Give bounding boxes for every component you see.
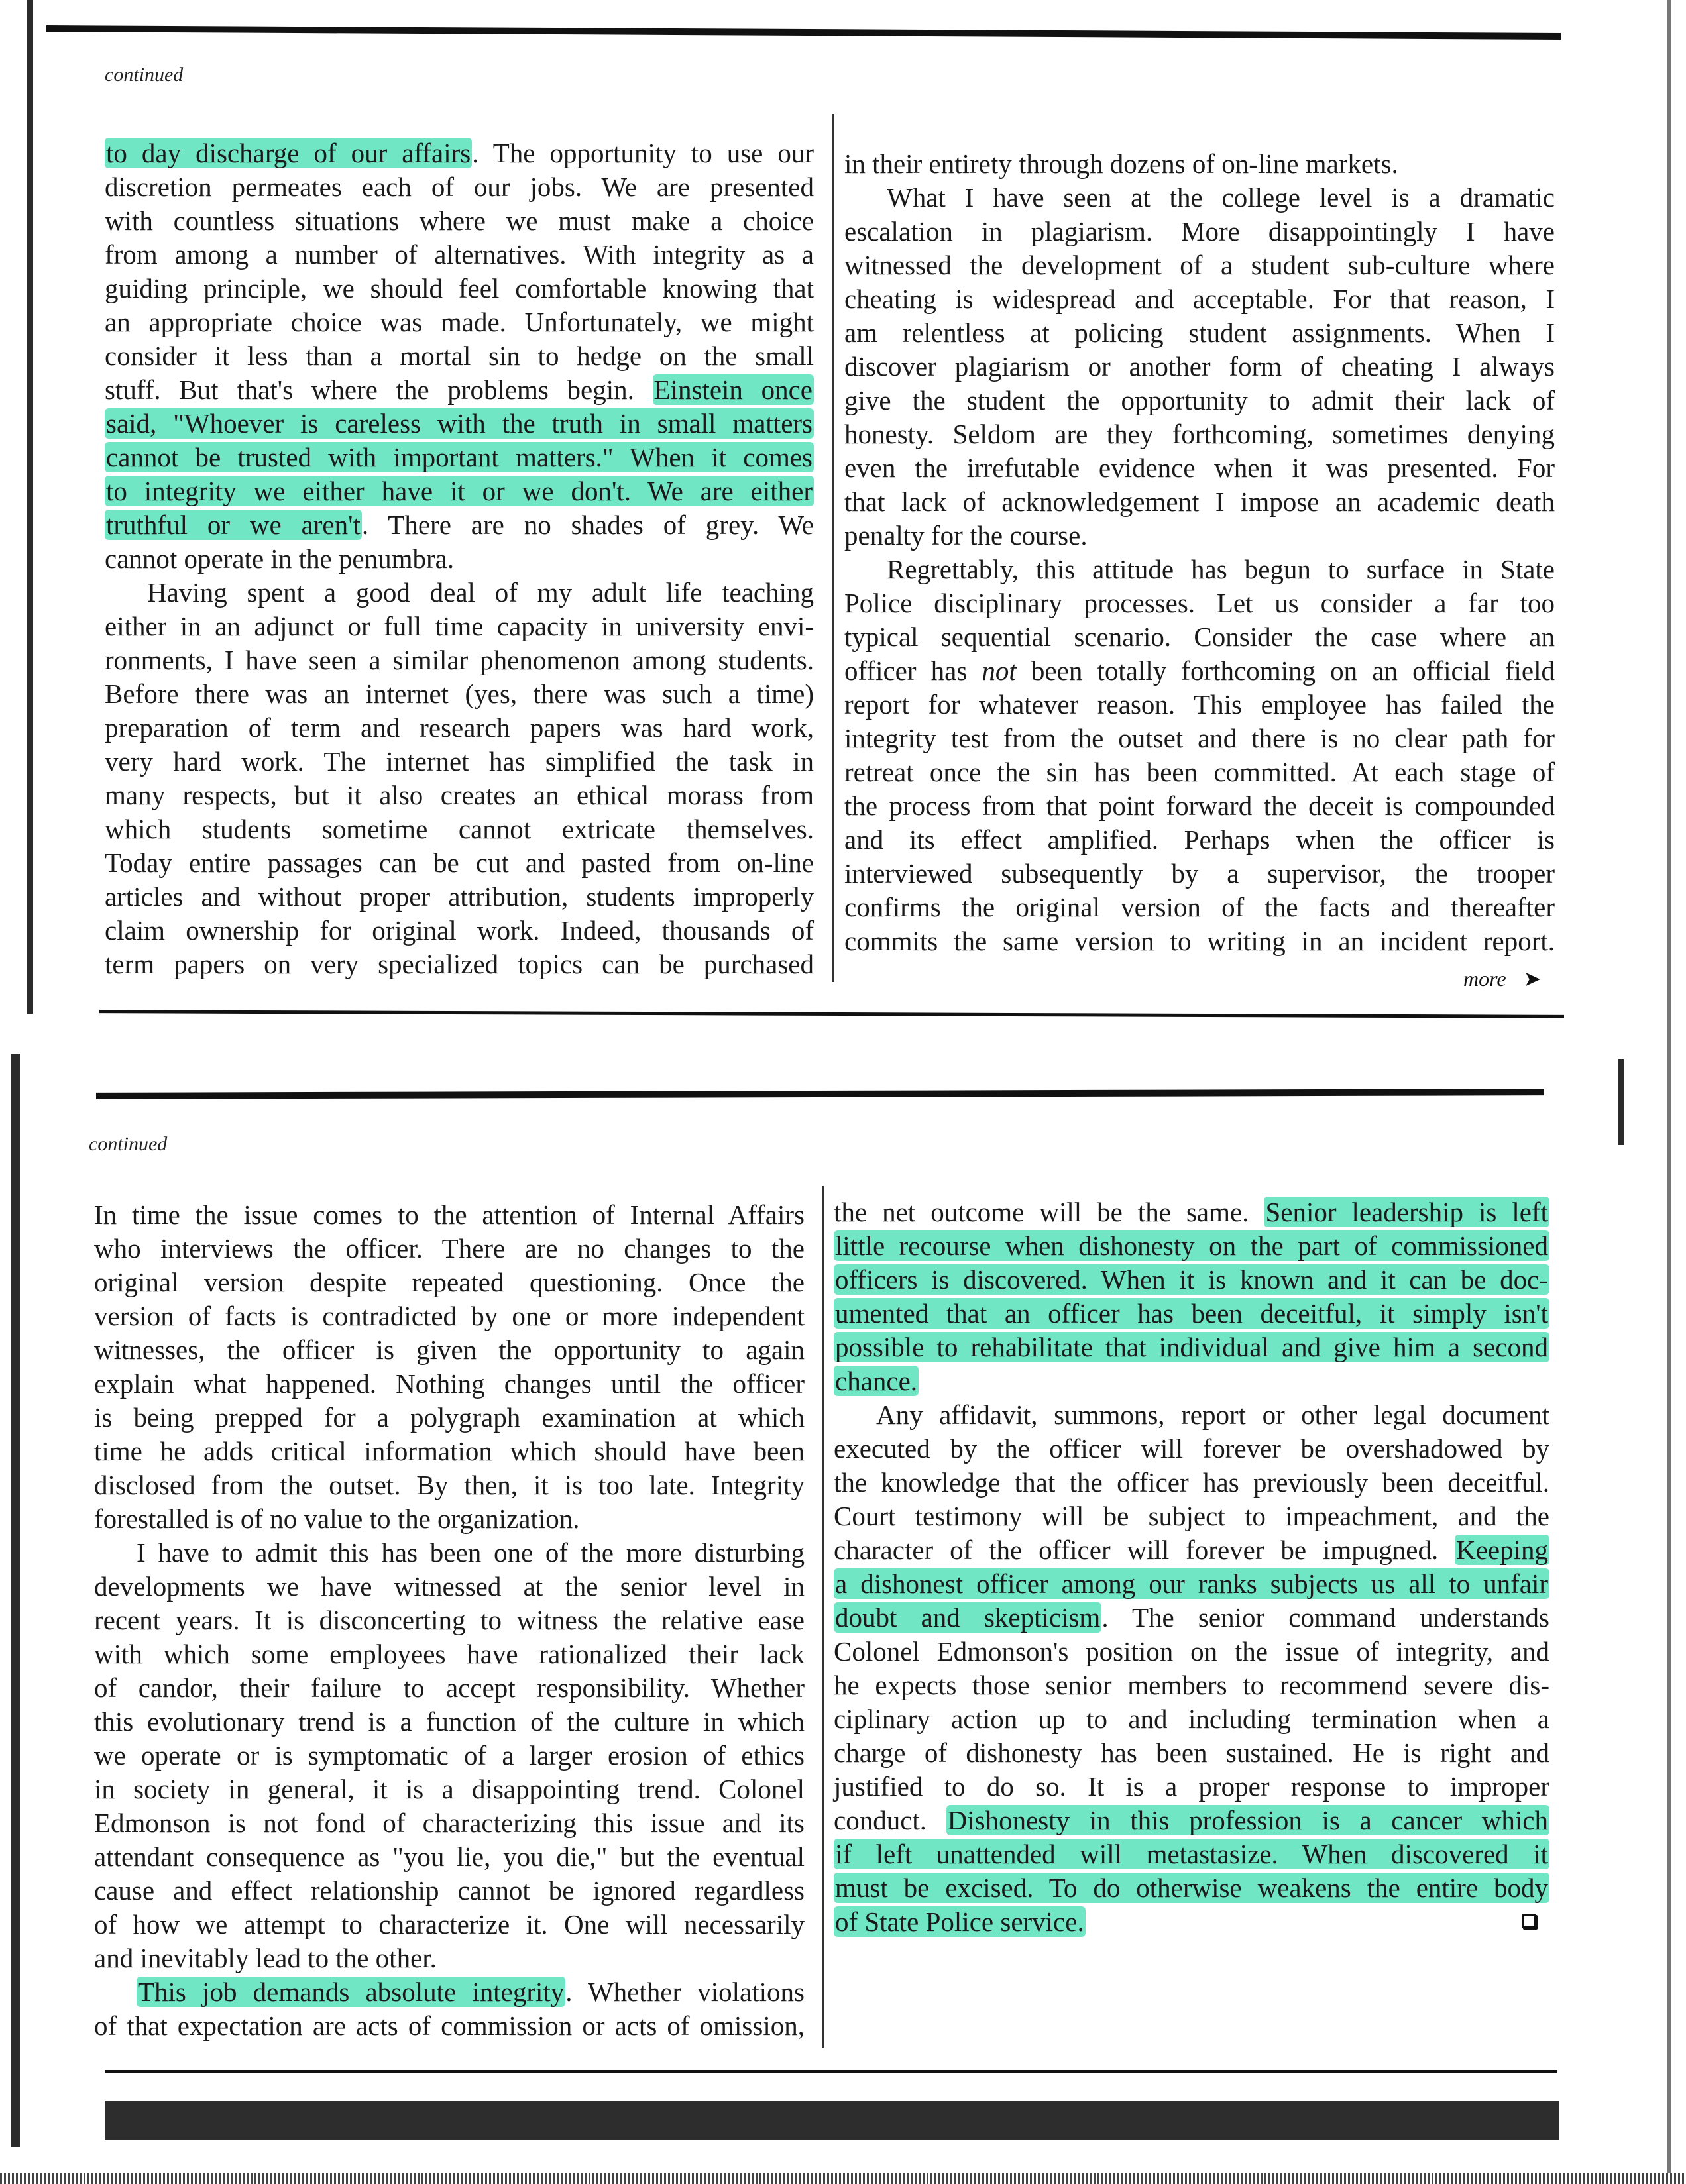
- highlighted-text: if left unattended will metastasize. When discovered it: [835, 1839, 1548, 1869]
- text-line: that lack of acknowledgement I impose an academic death: [844, 486, 1555, 517]
- highlighted-text: doubt and skepticism: [835, 1602, 1101, 1633]
- text-line: executed by the officer will forever be overshadowed by: [834, 1433, 1549, 1464]
- text-line: version of facts is contradicted by one or more independent: [94, 1301, 805, 1331]
- scan-edge-left-top: [27, 0, 33, 1014]
- text-line: which students sometime cannot extricate themselves.: [105, 814, 814, 844]
- text-line: confirms the original version of the facts and thereafter: [844, 892, 1555, 922]
- text-line: of candor, their failure to accept responsibility. Whether: [94, 1672, 805, 1703]
- text-line: [105, 474, 814, 508]
- text-line: [834, 1364, 1549, 1398]
- highlighted-text: Senior leadership is left: [1265, 1197, 1548, 1227]
- text-line: developments we have witnessed at the senior level in: [94, 1571, 805, 1602]
- more-label: more: [1463, 967, 1506, 991]
- text-line: [834, 1837, 1549, 1871]
- text-line: [105, 407, 814, 441]
- text-line: he expects those senior members to recommend severe dis-: [834, 1670, 1549, 1700]
- text-line: to day discharge of our affairs. The opportunity to use our: [106, 138, 814, 168]
- page1-left-column: [105, 136, 814, 981]
- text-line: give the student the opportunity to admit their lack of: [844, 385, 1555, 415]
- scan-perforation-strip: [0, 2173, 1686, 2184]
- text-line: many respects, but it also creates an ethical morass from: [105, 780, 814, 810]
- scan-mark-right: [1618, 1059, 1624, 1145]
- text-line: This job demands absolute integrity. Whether violations: [138, 1977, 805, 2007]
- text-line: this evolutionary trend is a function of the culture in which: [94, 1706, 805, 1737]
- text-line: discretion permeates each of our jobs. We are presented: [105, 172, 814, 202]
- highlighted-text: to day discharge of our affairs: [106, 138, 471, 168]
- text-line: commits the same version to writing in an incident report.: [844, 926, 1555, 956]
- text-line: disclosed from the outset. By then, it is too late. Integrity: [94, 1470, 805, 1500]
- text-line: consider it less than a mortal sin to hedge on the small: [105, 341, 814, 371]
- text-line: who interviews the officer. There are no changes to the: [94, 1233, 805, 1264]
- text-line: in their entirety through dozens of on-line markets.: [844, 148, 1398, 179]
- text-line: very hard work. The internet has simplified the task in: [105, 746, 814, 777]
- highlighted-text: truthful or we aren't: [106, 510, 361, 540]
- text-line: even the irrefutable evidence when it was presented. For: [844, 453, 1555, 483]
- highlighted-text: This job demands absolute integrity: [138, 1977, 565, 2007]
- page2-column-divider: [822, 1186, 824, 2048]
- text-line: preparation of term and research papers was hard work,: [105, 712, 814, 743]
- highlighted-text: possible to rehabilitate that individual and give him a second: [835, 1332, 1548, 1362]
- text-line: justified to do so. It is a proper response to improper: [834, 1771, 1549, 1802]
- page1-continued-label: continued: [105, 64, 184, 85]
- emphasized-text: not: [982, 655, 1017, 686]
- text-line: attendant consequence as "you lie, you die," but the eventual: [94, 1841, 805, 1872]
- text-line: conduct. Dishonesty in this profession is a cancer which: [834, 1805, 1548, 1835]
- text-line: forestalled is of no value to the organization.: [94, 1503, 580, 1534]
- text-line: witnesses, the officer is given the opportunity to again: [94, 1335, 805, 1365]
- text-line: truthful or we aren't. There are no shades of grey. We: [106, 510, 814, 540]
- text-line: Having spent a good deal of my adult life teaching: [147, 577, 814, 608]
- text-line: charge of dishonesty has been sustained. He is right and: [834, 1737, 1549, 1768]
- end-of-article-box-icon: [1522, 1914, 1536, 1928]
- text-line: and its effect amplified. Perhaps when the officer is: [844, 824, 1555, 855]
- text-line: [834, 1229, 1549, 1263]
- text-line: articles and without proper attribution, students improperly: [105, 881, 814, 912]
- text-line: Any affidavit, summons, report or other legal document: [876, 1399, 1549, 1430]
- text-line: ciplinary action up to and including termination when a: [834, 1704, 1549, 1734]
- text-line: witnessed the development of a student sub-culture where: [844, 250, 1555, 280]
- arrow-right-icon: ➤: [1523, 967, 1542, 991]
- page1-top-rule: [46, 25, 1561, 40]
- text-line: Police disciplinary processes. Let us consider a far too: [844, 588, 1555, 618]
- text-line: Before there was an internet (yes, there was such a time): [105, 679, 814, 709]
- text-line: retreat once the sin has been committed. At each stage of: [844, 757, 1555, 787]
- highlighted-text: cannot be trusted with important matters." When it comes: [106, 442, 813, 472]
- text-line: of how we attempt to characterize it. One will necessarily: [94, 1909, 805, 1939]
- highlighted-text: officers is discovered. When it is known and it can be doc-: [835, 1264, 1548, 1295]
- highlighted-text: chance.: [835, 1366, 918, 1396]
- highlighted-text: said, "Whoever is careless with the truth in small matters: [106, 408, 813, 439]
- text-line: [834, 1567, 1549, 1601]
- scan-edge-left-bottom: [11, 1054, 20, 2147]
- highlighted-text: Keeping: [1456, 1535, 1548, 1565]
- text-line: cannot operate in the penumbra.: [105, 543, 455, 574]
- text-line: in society in general, it is a disappointing trend. Colonel: [94, 1774, 805, 1804]
- text-line: penalty for the course.: [844, 520, 1088, 551]
- text-line: honesty. Seldom are they forthcoming, sometimes denying: [844, 419, 1555, 449]
- text-line: from among a number of alternatives. With integrity as a: [105, 239, 814, 270]
- highlighted-text: must be excised. To do otherwise weakens the entire body: [835, 1873, 1548, 1903]
- page1-column-divider: [832, 114, 834, 982]
- text-line: I have to admit this has been one of the more disturbing: [137, 1537, 805, 1568]
- text-line: [834, 1905, 1549, 1939]
- text-line: stuff. But that's where the problems begin. Einstein once: [105, 374, 813, 405]
- text-line: recent years. It is disconcerting to witness the relative ease: [94, 1605, 805, 1635]
- text-line: and inevitably lead to the other.: [94, 1943, 437, 1973]
- page1-right-column: [844, 147, 1555, 958]
- text-line: term papers on very specialized topics can be purchased: [105, 949, 814, 979]
- page2-top-rule: [96, 1089, 1544, 1099]
- text-line: cause and effect relationship cannot be ignored regardless: [94, 1875, 805, 1906]
- text-line: Court testimony will be subject to impeachment, and the: [834, 1501, 1549, 1531]
- text-line: guiding principle, we should feel comfortable knowing that: [105, 273, 814, 303]
- text-line: we operate or is symptomatic of a larger erosion of ethics: [94, 1740, 805, 1771]
- text-line: discover plagiarism or another form of cheating I always: [844, 351, 1555, 382]
- text-line: Edmonson is not fond of characterizing this issue and its: [94, 1808, 805, 1838]
- text-line: [105, 441, 814, 474]
- text-line: What I have seen at the college level is a dramatic: [887, 182, 1555, 213]
- text-line: [834, 1297, 1549, 1331]
- more-link[interactable]: [1463, 966, 1541, 991]
- text-line: doubt and skepticism. The senior command understands: [835, 1602, 1549, 1633]
- text-line: escalation in plagiarism. More disappointingly I have: [844, 216, 1555, 246]
- page2-footer-bar: [105, 2101, 1559, 2140]
- text-line: character of the officer will forever be impugned. Keeping: [834, 1535, 1548, 1565]
- page2-bottom-rule: [105, 2070, 1557, 2073]
- highlighted-text: of State Police service.: [835, 1906, 1084, 1937]
- text-line: cheating is widespread and acceptable. For that reason, I: [844, 284, 1555, 314]
- text-line: the net outcome will be the same. Senior leadership is left: [834, 1197, 1548, 1227]
- text-line: Colonel Edmonson's position on the issue of integrity, and: [834, 1636, 1549, 1666]
- highlighted-text: umented that an officer has been deceitful, it simply isn't: [835, 1298, 1548, 1329]
- text-line: report for whatever reason. This employee has failed the: [844, 689, 1555, 720]
- text-line: an appropriate choice was made. Unfortunately, we might: [105, 307, 814, 337]
- page1-bottom-rule: [99, 1010, 1564, 1018]
- text-line: am relentless at policing student assignments. When I: [844, 317, 1555, 348]
- highlighted-text: to integrity we either have it or we don't. We are either: [106, 476, 813, 506]
- text-line: interviewed subsequently by a supervisor, the trooper: [844, 858, 1555, 889]
- highlighted-text: a dishonest officer among our ranks subjects us all to unfair: [835, 1568, 1548, 1599]
- text-line: of that expectation are acts of commission or acts of omission,: [94, 2010, 805, 2041]
- highlighted-text: Dishonesty in this profession is a cancer which: [947, 1805, 1548, 1835]
- highlighted-text: little recourse when dishonesty on the part of commissioned: [835, 1230, 1548, 1261]
- highlighted-text: Einstein once: [653, 374, 813, 405]
- text-line: [834, 1331, 1549, 1364]
- text-line: time he adds critical information which should have been: [94, 1436, 805, 1466]
- page2-continued-label: continued: [89, 1133, 168, 1155]
- text-line: Today entire passages can be cut and pasted from on-line: [105, 847, 814, 878]
- text-line: officer has not been totally forthcoming on an official field: [844, 655, 1555, 686]
- text-line: explain what happened. Nothing changes until the officer: [94, 1368, 805, 1399]
- text-line: [834, 1263, 1549, 1297]
- page2-left-column: [94, 1198, 805, 2043]
- text-line: the process from that point forward the deceit is compounded: [844, 791, 1555, 821]
- scan-edge-right: [1667, 0, 1671, 2184]
- text-line: with which some employees have rationalized their lack: [94, 1639, 805, 1669]
- text-line: is being prepped for a polygraph examination at which: [94, 1402, 805, 1433]
- text-line: typical sequential scenario. Consider the case where an: [844, 622, 1555, 652]
- text-line: In time the issue comes to the attention of Internal Affairs: [94, 1199, 805, 1230]
- text-line: [834, 1871, 1549, 1905]
- text-line: Regrettably, this attitude has begun to surface in State: [887, 554, 1555, 584]
- text-line: original version despite repeated questioning. Once the: [94, 1267, 805, 1297]
- page2-right-column: [834, 1195, 1549, 1939]
- text-line: either in an adjunct or full time capacity in university envi-: [105, 611, 814, 641]
- text-line: ronments, I have seen a similar phenomenon among students.: [105, 645, 814, 675]
- text-line: claim ownership for original work. Indeed, thousands of: [105, 915, 814, 946]
- text-line: the knowledge that the officer has previously been deceitful.: [834, 1467, 1549, 1498]
- text-line: with countless situations where we must make a choice: [105, 205, 814, 236]
- text-line: integrity test from the outset and there is no clear path for: [844, 723, 1555, 753]
